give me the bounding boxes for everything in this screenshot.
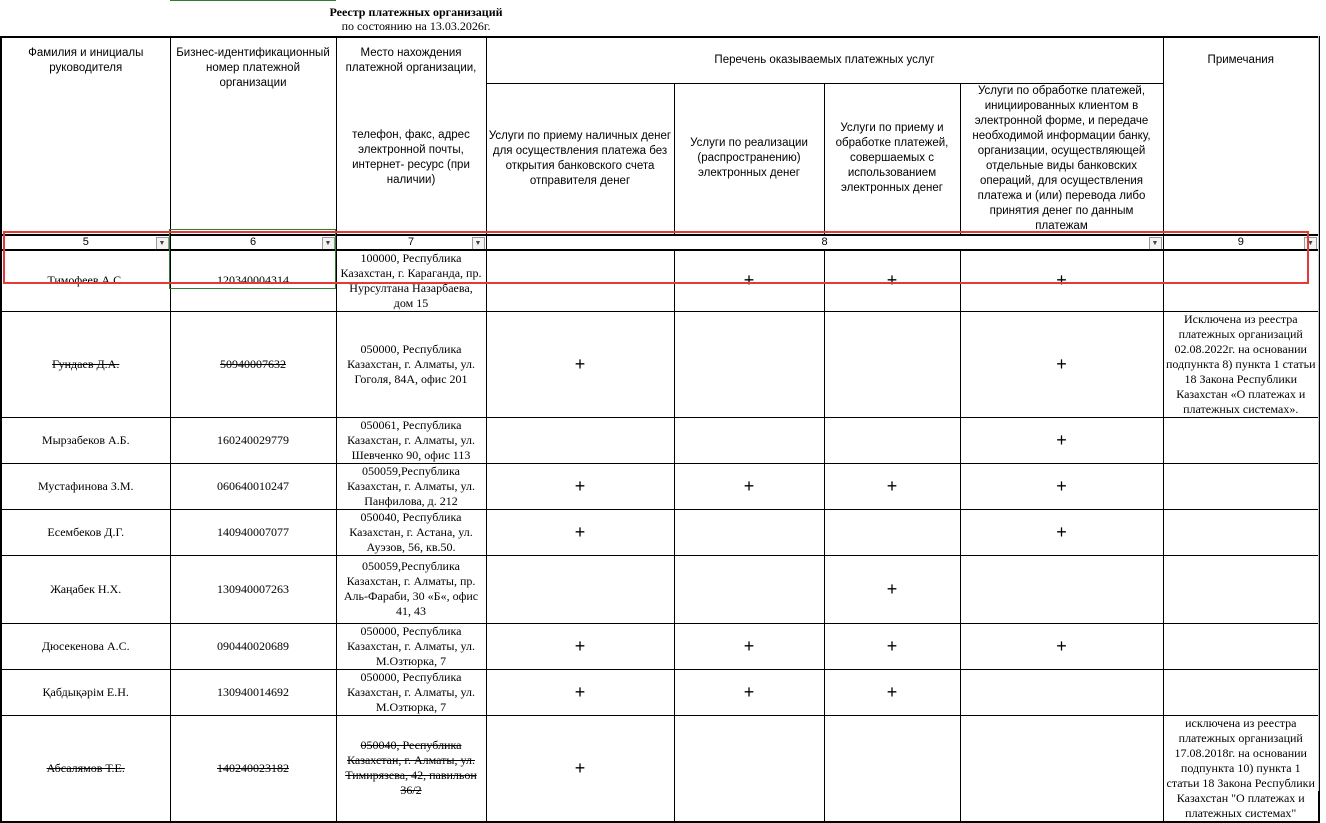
filter-label: 7 (407, 235, 415, 248)
table-row[interactable] (1, 555, 1319, 623)
registry-table (0, 36, 1320, 823)
row-address-cell[interactable]: 100000, Республика Казахстан, г. Караганда, пр. Нурсултана Назарбаева, дом 15 (336, 250, 486, 312)
row-service-3-cell[interactable] (824, 311, 960, 417)
row-name-cell[interactable]: Есембеков Д.Г. (1, 509, 170, 555)
row-service-4-cell[interactable]: + (960, 463, 1163, 509)
row-service-3-cell[interactable] (824, 417, 960, 463)
col-service-3-header[interactable]: Услуги по приему и обработке платежей, совершаемых с использованием электронных денег (824, 83, 960, 235)
row-service-2-cell[interactable]: + (674, 669, 824, 715)
row-service-3-cell[interactable] (824, 509, 960, 555)
row-service-4-cell[interactable]: + (960, 311, 1163, 417)
row-service-1-cell[interactable]: + (486, 669, 674, 715)
row-service-1-cell[interactable]: + (486, 509, 674, 555)
row-address-cell[interactable]: 050059,Республика Казахстан, г. Алматы, ул. Панфилова, д. 212 (336, 463, 486, 509)
row-note-cell[interactable] (1163, 463, 1319, 509)
row-service-1-cell[interactable]: + (486, 715, 674, 822)
row-service-3-cell[interactable]: + (824, 250, 960, 312)
col-head-header[interactable]: Фамилия и инициалы руководителя (1, 37, 170, 235)
row-name-cell[interactable]: Мырзабеков А.Б. (1, 417, 170, 463)
col-location-header[interactable]: Место нахождения платежной организации, (336, 37, 486, 83)
row-note-cell[interactable] (1163, 555, 1319, 623)
row-service-2-cell[interactable] (674, 311, 824, 417)
row-service-2-cell[interactable]: + (674, 463, 824, 509)
col-notes-header[interactable]: Примечания (1163, 37, 1319, 235)
filter-cell-7[interactable] (336, 235, 486, 250)
row-service-1-cell[interactable] (486, 250, 674, 312)
row-note-cell[interactable] (1163, 623, 1319, 669)
filter-dropdown-icon[interactable]: ▼ (322, 237, 335, 250)
row-bin-cell[interactable]: 090440020689 (170, 623, 336, 669)
row-note-cell[interactable]: Исключена из реестра платежных организаций 02.08.2022г. на основании подпункта 8) пункта 1 статьи 18 Закона Республики Казахстан «О платежах и платежных системах». (1163, 311, 1319, 417)
row-service-2-cell[interactable]: + (674, 250, 824, 312)
filter-dropdown-icon[interactable]: ▼ (472, 237, 485, 250)
row-service-3-cell[interactable] (824, 715, 960, 822)
row-address-cell[interactable]: 050059,Республика Казахстан, г. Алматы, пр. Аль-Фараби, 30 «Б«, офис 41, 43 (336, 555, 486, 623)
row-service-2-cell[interactable]: + (674, 623, 824, 669)
row-bin-cell[interactable]: 140940007077 (170, 509, 336, 555)
filter-label: 5 (82, 235, 89, 248)
row-bin-cell[interactable]: 130940014692 (170, 669, 336, 715)
row-name-cell[interactable]: Абсалямов Т.Е. (1, 715, 170, 822)
row-name-cell[interactable]: Дюсекенова А.С. (1, 623, 170, 669)
row-bin-cell[interactable]: 120340004314 (170, 250, 336, 312)
filter-cell-9[interactable] (1163, 235, 1319, 250)
row-service-4-cell[interactable] (960, 715, 1163, 822)
row-bin-cell[interactable]: 130940007263 (170, 555, 336, 623)
row-service-1-cell[interactable] (486, 555, 674, 623)
row-service-2-cell[interactable] (674, 715, 824, 822)
col-services-header[interactable]: Перечень оказываемых платежных услуг (486, 37, 1163, 83)
row-service-1-cell[interactable] (486, 417, 674, 463)
row-note-cell[interactable]: исключена из реестра платежных организаций 17.08.2018г. на основании подпункта 10) пункта 1 статьи 18 Закона Республики Казахстан "О платежах и платежных системах" (1163, 715, 1319, 822)
gridline (1318, 36, 1319, 791)
filter-cell-6[interactable] (170, 235, 336, 250)
filter-cell-5[interactable] (1, 235, 170, 250)
row-bin-cell[interactable]: 060640010247 (170, 463, 336, 509)
row-service-3-cell[interactable]: + (824, 623, 960, 669)
row-service-3-cell[interactable]: + (824, 463, 960, 509)
row-service-4-cell[interactable]: + (960, 509, 1163, 555)
row-name-cell[interactable]: Тимофеев А.С. (1, 250, 170, 312)
row-note-cell[interactable] (1163, 250, 1319, 312)
row-service-2-cell[interactable] (674, 555, 824, 623)
row-bin-cell[interactable]: 160240029779 (170, 417, 336, 463)
filter-label: 8 (821, 235, 828, 248)
filter-dropdown-icon[interactable]: ▼ (1149, 237, 1162, 250)
row-note-cell[interactable] (1163, 669, 1319, 715)
row-service-4-cell[interactable]: + (960, 250, 1163, 312)
row-address-cell[interactable]: 050040, Республика Казахстан, г. Алматы, ул. Тимирязева, 42, павильон 36/2 (336, 715, 486, 822)
row-address-cell[interactable]: 050000, Республика Казахстан, г. Алматы, ул. М.Озтюрка, 7 (336, 669, 486, 715)
row-service-4-cell[interactable] (960, 555, 1163, 623)
filter-cell-8[interactable] (486, 235, 1163, 250)
table-row[interactable] (1, 623, 1319, 669)
row-service-4-cell[interactable]: + (960, 623, 1163, 669)
table-row[interactable] (1, 463, 1319, 509)
row-service-1-cell[interactable]: + (486, 311, 674, 417)
row-service-4-cell[interactable] (960, 669, 1163, 715)
table-row[interactable] (1, 715, 1319, 822)
row-service-3-cell[interactable]: + (824, 669, 960, 715)
col-service-2-header[interactable]: Услуги по реализации (распространению) электронных денег (674, 83, 824, 235)
row-note-cell[interactable] (1163, 509, 1319, 555)
row-service-3-cell[interactable]: + (824, 555, 960, 623)
table-row[interactable] (1, 509, 1319, 555)
row-address-cell[interactable]: 050000, Республика Казахстан, г. Алматы, ул. М.Озтюрка, 7 (336, 623, 486, 669)
filter-dropdown-icon[interactable]: ▼ (156, 237, 169, 250)
page-title: Реестр платежных организаций (329, 5, 503, 19)
title-area (0, 0, 1326, 36)
filter-dropdown-icon[interactable]: ▼ (1304, 237, 1317, 250)
table-row[interactable] (1, 417, 1319, 463)
col-location-subheader[interactable]: телефон, факс, адрес электронной почты, интернет- ресурс (при наличии) (336, 83, 486, 235)
row-address-cell[interactable]: 050061, Республика Казахстан, г. Алматы, ул. Шевченко 90, офис 113 (336, 417, 486, 463)
row-bin-cell[interactable]: 50940007632 (170, 311, 336, 417)
row-name-cell[interactable]: Мустафинова З.М. (1, 463, 170, 509)
row-address-cell[interactable]: 050040, Республика Казахстан, г. Астана, ул. Ауэзов, 56, кв.50. (336, 509, 486, 555)
row-service-1-cell[interactable]: + (486, 463, 674, 509)
row-service-4-cell[interactable]: + (960, 417, 1163, 463)
col-service-4-header[interactable]: Услуги по обработке платежей, инициированных клиентом в электронной форме, и передаче необходимой информации банку, организации, осуществляющей отдельные виды банковских операций, для осуществления платежа и (или) перевода либо принятия денег по данным платежам (960, 83, 1163, 235)
table-row[interactable] (1, 669, 1319, 715)
row-service-1-cell[interactable]: + (486, 623, 674, 669)
filter-label: 9 (1237, 235, 1244, 248)
row-note-cell[interactable] (1163, 417, 1319, 463)
page-subtitle: по состоянию на 13.03.2026г. (341, 19, 491, 33)
row-service-2-cell[interactable] (674, 417, 824, 463)
col-bin-header[interactable]: Бизнес-идентификационный номер платежной организации (170, 37, 336, 235)
row-service-2-cell[interactable] (674, 509, 824, 555)
row-name-cell[interactable]: Қабдықәрім Е.Н. (1, 669, 170, 715)
row-name-cell[interactable]: Жаңабек Н.Х. (1, 555, 170, 623)
row-address-cell[interactable]: 050000, Республика Казахстан, г. Алматы, ул. Гоголя, 84А, офис 201 (336, 311, 486, 417)
table-row[interactable] (1, 311, 1319, 417)
row-name-cell[interactable]: Гундаев Д.А. (1, 311, 170, 417)
table-row[interactable] (1, 250, 1319, 312)
row-bin-cell[interactable]: 140240023182 (170, 715, 336, 822)
filter-label: 6 (249, 235, 257, 248)
col-service-1-header[interactable]: Услуги по приему наличных денег для осуществления платежа без открытия банковского счета отправителя денег (486, 83, 674, 235)
